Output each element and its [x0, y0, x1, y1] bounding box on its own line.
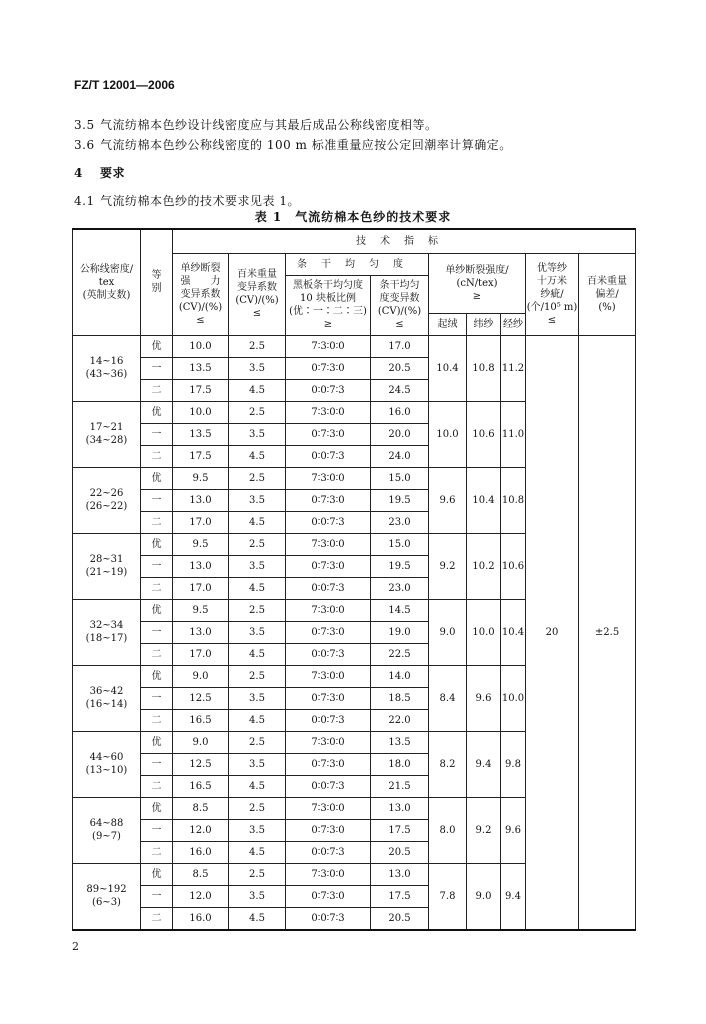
density-cell	[73, 665, 141, 731]
clause-4-1	[74, 192, 300, 209]
density-range: 22~26	[89, 488, 124, 499]
tenacity-raising-cell: 8.2	[429, 731, 467, 797]
header-weight-cv	[229, 253, 286, 335]
header-line: 黑板条干均匀度	[293, 280, 363, 291]
density-range: 89~192	[86, 884, 127, 895]
strength-cv-cell: 12.5	[173, 687, 229, 709]
header-line: ≤	[395, 319, 404, 330]
neps-cell: 20	[526, 335, 579, 930]
weight-dev-cell: ±2.5	[579, 335, 636, 930]
blackboard-ratio-cell: 0∶7∶3∶0	[286, 489, 371, 511]
density-cell	[73, 467, 141, 533]
header-line: ≥	[472, 290, 482, 302]
tenacity-raising-cell: 8.4	[429, 665, 467, 731]
header-evenness-cv	[371, 275, 429, 335]
header-evenness: 条干均匀度	[286, 253, 429, 275]
grade-cell: 一	[141, 357, 173, 379]
requirements-table	[72, 228, 636, 931]
tenacity-warp-cell: 10.0	[501, 665, 526, 731]
grade-cell: 二	[141, 775, 173, 797]
evenness-cv-cell: 23.0	[371, 577, 429, 599]
header-line: ≤	[252, 308, 262, 319]
evenness-cv-cell: 14.0	[371, 665, 429, 687]
strength-cv-cell: 17.0	[173, 511, 229, 533]
blackboard-ratio-cell: 7∶3∶0∶0	[286, 335, 371, 357]
evenness-cv-cell: 20.5	[371, 357, 429, 379]
tenacity-raising-cell: 9.2	[429, 533, 467, 599]
density-range: 28~31	[89, 554, 124, 565]
blackboard-ratio-cell: 0∶0∶7∶3	[286, 775, 371, 797]
strength-cv-cell: 16.5	[173, 775, 229, 797]
strength-cv-cell: 17.5	[173, 379, 229, 401]
grade-cell: 优	[141, 467, 173, 489]
grade-cell: 优	[141, 863, 173, 885]
weight-cv-cell: 3.5	[229, 753, 286, 775]
weight-cv-cell: 4.5	[229, 643, 286, 665]
table-row	[73, 335, 636, 357]
strength-cv-cell: 12.0	[173, 819, 229, 841]
standard-number: FZ/T 12001—2006	[74, 78, 175, 92]
weight-cv-cell: 3.5	[229, 687, 286, 709]
header-line: 度变异数	[379, 293, 420, 304]
clause-3-6	[74, 136, 512, 153]
yarn-count: (26~22)	[85, 501, 128, 512]
header-line: 百米重量	[237, 269, 277, 280]
tenacity-raising-cell: 10.4	[429, 335, 467, 401]
evenness-cv-cell: 15.0	[371, 533, 429, 555]
strength-cv-cell: 12.0	[173, 885, 229, 907]
weight-cv-cell: 4.5	[229, 577, 286, 599]
blackboard-ratio-cell: 0∶0∶7∶3	[286, 445, 371, 467]
header-weight-dev	[579, 253, 636, 335]
weight-cv-cell: 4.5	[229, 907, 286, 930]
grade-cell: 一	[141, 555, 173, 577]
density-cell	[73, 797, 141, 863]
tenacity-warp-cell: 10.8	[501, 467, 526, 533]
grade-cell: 二	[141, 841, 173, 863]
header-line: (CV)/(%)	[235, 295, 279, 306]
strength-cv-cell: 13.0	[173, 621, 229, 643]
header-line: (CV)/(%)	[178, 301, 223, 313]
blackboard-ratio-cell: 0∶0∶7∶3	[286, 907, 371, 930]
tenacity-raising-cell: 9.6	[429, 467, 467, 533]
density-range: 17~21	[89, 422, 124, 433]
grade-cell: 优	[141, 335, 173, 357]
weight-cv-cell: 2.5	[229, 797, 286, 819]
grade-cell: 二	[141, 643, 173, 665]
weight-cv-cell: 4.5	[229, 841, 286, 863]
evenness-cv-cell: 14.5	[371, 599, 429, 621]
blackboard-ratio-cell: 7∶3∶0∶0	[286, 863, 371, 885]
blackboard-ratio-cell: 0∶7∶3∶0	[286, 885, 371, 907]
weight-cv-cell: 3.5	[229, 819, 286, 841]
density-cell	[73, 401, 141, 467]
strength-cv-cell: 13.0	[173, 555, 229, 577]
evenness-cv-cell: 24.0	[371, 445, 429, 467]
grade-cell: 二	[141, 577, 173, 599]
header-tenacity-warp: 经纱	[501, 313, 526, 335]
evenness-cv-cell: 15.0	[371, 467, 429, 489]
evenness-cv-cell: 23.0	[371, 511, 429, 533]
strength-cv-cell: 16.0	[173, 841, 229, 863]
weight-cv-cell: 2.5	[229, 599, 286, 621]
tenacity-weft-cell: 10.0	[467, 599, 501, 665]
header-blackboard	[286, 275, 371, 335]
section-heading	[74, 164, 125, 181]
strength-cv-cell: 17.0	[173, 643, 229, 665]
density-range: 44~60	[89, 752, 124, 763]
header-line: 变异系数	[237, 282, 277, 293]
header-strength-cv	[173, 253, 229, 335]
blackboard-ratio-cell: 0∶7∶3∶0	[286, 687, 371, 709]
weight-cv-cell: 3.5	[229, 621, 286, 643]
strength-cv-cell: 9.5	[173, 599, 229, 621]
blackboard-ratio-cell: 0∶0∶7∶3	[286, 709, 371, 731]
header-line: 等	[151, 270, 162, 282]
strength-cv-cell: 8.5	[173, 797, 229, 819]
header-line: tex	[98, 276, 115, 288]
weight-cv-cell: 3.5	[229, 885, 286, 907]
density-cell	[73, 335, 141, 401]
strength-cv-cell: 9.0	[173, 731, 229, 753]
grade-cell: 优	[141, 401, 173, 423]
header-line: 纱疵/	[540, 288, 564, 300]
evenness-cv-cell: 13.5	[371, 731, 429, 753]
header-tenacity-raising: 起绒	[429, 313, 467, 335]
tenacity-warp-cell: 10.4	[501, 599, 526, 665]
evenness-cv-cell: 17.0	[371, 335, 429, 357]
header-line: (英制支数)	[82, 289, 131, 301]
tenacity-warp-cell: 11.0	[501, 401, 526, 467]
strength-cv-cell: 8.5	[173, 863, 229, 885]
evenness-cv-cell: 16.0	[371, 401, 429, 423]
grade-cell: 一	[141, 489, 173, 511]
evenness-cv-cell: 19.5	[371, 555, 429, 577]
yarn-count: (18~17)	[85, 633, 128, 644]
density-range: 64~88	[89, 818, 124, 829]
weight-cv-cell: 3.5	[229, 423, 286, 445]
evenness-cv-cell: 24.5	[371, 379, 429, 401]
grade-cell: 二	[141, 511, 173, 533]
grade-cell: 一	[141, 687, 173, 709]
evenness-cv-cell: 22.0	[371, 709, 429, 731]
weight-cv-cell: 4.5	[229, 709, 286, 731]
strength-cv-cell: 17.0	[173, 577, 229, 599]
weight-cv-cell: 2.5	[229, 401, 286, 423]
header-line: 公称线密度/	[79, 263, 134, 275]
evenness-cv-cell: 13.0	[371, 863, 429, 885]
evenness-cv-cell: 13.0	[371, 797, 429, 819]
evenness-cv-cell: 20.0	[371, 423, 429, 445]
header-line: (CV)/(%)	[377, 306, 422, 317]
clause-number: 3.5	[74, 118, 95, 132]
density-range: 36~42	[89, 686, 124, 697]
evenness-cv-cell: 18.0	[371, 753, 429, 775]
clause-3-5	[74, 116, 438, 133]
tenacity-warp-cell: 9.4	[501, 863, 526, 930]
weight-cv-cell: 2.5	[229, 533, 286, 555]
header-line: ≤	[547, 314, 557, 326]
blackboard-ratio-cell: 7∶3∶0∶0	[286, 533, 371, 555]
weight-cv-cell: 2.5	[229, 863, 286, 885]
clause-number: 4.1	[74, 194, 95, 208]
blackboard-ratio-cell: 7∶3∶0∶0	[286, 599, 371, 621]
grade-cell: 一	[141, 621, 173, 643]
blackboard-ratio-cell: 7∶3∶0∶0	[286, 401, 371, 423]
weight-cv-cell: 2.5	[229, 335, 286, 357]
evenness-cv-cell: 21.5	[371, 775, 429, 797]
tenacity-raising-cell: 7.8	[429, 863, 467, 930]
header-line: ≥	[323, 319, 333, 330]
yarn-count: (9~7)	[92, 831, 121, 842]
tenacity-warp-cell: 10.6	[501, 533, 526, 599]
grade-cell: 优	[141, 533, 173, 555]
strength-cv-cell: 10.0	[173, 335, 229, 357]
yarn-count: (6~3)	[92, 897, 121, 908]
clause-text: 气流纺棉本色纱设计线密度应与其最后成品公称线密度相等。	[100, 118, 438, 132]
header-line: (个/10⁵ m)	[526, 301, 578, 313]
header-density	[73, 229, 141, 335]
blackboard-ratio-cell: 7∶3∶0∶0	[286, 797, 371, 819]
evenness-cv-cell: 17.5	[371, 885, 429, 907]
evenness-cv-cell: 20.5	[371, 841, 429, 863]
header-line: 偏差/	[595, 288, 619, 300]
tenacity-weft-cell: 10.4	[467, 467, 501, 533]
tenacity-weft-cell: 10.6	[467, 401, 501, 467]
header-line: 变异系数	[180, 288, 221, 300]
evenness-cv-cell: 20.5	[371, 907, 429, 930]
tenacity-weft-cell: 10.2	[467, 533, 501, 599]
density-cell	[73, 863, 141, 930]
header-line: 条干均匀	[379, 280, 420, 291]
evenness-cv-cell: 18.5	[371, 687, 429, 709]
grade-cell: 一	[141, 753, 173, 775]
grade-cell: 一	[141, 885, 173, 907]
tenacity-weft-cell: 9.6	[467, 665, 501, 731]
blackboard-ratio-cell: 0∶7∶3∶0	[286, 753, 371, 775]
header-line: 单纱断裂强度/	[445, 264, 509, 276]
grade-cell: 二	[141, 445, 173, 467]
clause-text: 气流纺棉本色纱公称线密度的 100 m 标准重量应按公定回潮率计算确定。	[100, 138, 512, 152]
strength-cv-cell: 9.5	[173, 533, 229, 555]
header-tenacity	[429, 253, 526, 313]
blackboard-ratio-cell: 0∶7∶3∶0	[286, 423, 371, 445]
blackboard-ratio-cell: 7∶3∶0∶0	[286, 731, 371, 753]
tenacity-raising-cell: 10.0	[429, 401, 467, 467]
header-tech: 技术指标	[173, 229, 636, 253]
blackboard-ratio-cell: 0∶7∶3∶0	[286, 621, 371, 643]
header-line: 优等纱	[537, 262, 567, 274]
yarn-count: (13~10)	[85, 765, 128, 776]
density-range: 14~16	[89, 356, 124, 367]
blackboard-ratio-cell: 0∶7∶3∶0	[286, 555, 371, 577]
blackboard-ratio-cell: 0∶0∶7∶3	[286, 379, 371, 401]
table-header	[73, 229, 636, 335]
strength-cv-cell: 13.0	[173, 489, 229, 511]
tenacity-warp-cell: 11.2	[501, 335, 526, 401]
strength-cv-cell: 17.5	[173, 445, 229, 467]
header-line: 10 块板比例	[300, 293, 356, 304]
grade-cell: 一	[141, 423, 173, 445]
header-line: (优∶一∶二∶三)	[289, 306, 367, 317]
weight-cv-cell: 2.5	[229, 731, 286, 753]
header-line: (cN/tex)	[456, 277, 498, 289]
weight-cv-cell: 3.5	[229, 357, 286, 379]
weight-cv-cell: 3.5	[229, 555, 286, 577]
tenacity-weft-cell: 9.0	[467, 863, 501, 930]
yarn-count: (34~28)	[85, 435, 128, 446]
tenacity-weft-cell: 9.2	[467, 797, 501, 863]
table-body	[73, 335, 636, 930]
tenacity-warp-cell: 9.6	[501, 797, 526, 863]
density-cell	[73, 599, 141, 665]
table-title: 表 1 气流纺棉本色纱的技术要求	[254, 210, 452, 224]
evenness-cv-cell: 22.5	[371, 643, 429, 665]
header-line: 百米重量	[587, 275, 628, 287]
strength-cv-cell: 10.0	[173, 401, 229, 423]
strength-cv-cell: 9.0	[173, 665, 229, 687]
header-grade	[141, 229, 173, 335]
blackboard-ratio-cell: 0∶0∶7∶3	[286, 511, 371, 533]
header-line: 强 力	[180, 275, 221, 287]
grade-cell: 二	[141, 379, 173, 401]
blackboard-ratio-cell: 7∶3∶0∶0	[286, 665, 371, 687]
weight-cv-cell: 4.5	[229, 379, 286, 401]
clause-text: 气流纺棉本色纱的技术要求见表 1。	[100, 194, 300, 208]
section-title: 要求	[100, 166, 126, 180]
yarn-count: (16~14)	[85, 699, 128, 710]
strength-cv-cell: 16.0	[173, 907, 229, 930]
blackboard-ratio-cell: 7∶3∶0∶0	[286, 467, 371, 489]
tenacity-weft-cell: 9.4	[467, 731, 501, 797]
header-tenacity-weft: 纬纱	[467, 313, 501, 335]
weight-cv-cell: 4.5	[229, 445, 286, 467]
density-range: 32~34	[89, 620, 124, 631]
header-line: 十万米	[537, 275, 567, 287]
weight-cv-cell: 4.5	[229, 775, 286, 797]
clause-number: 3.6	[74, 138, 95, 152]
tenacity-warp-cell: 9.8	[501, 731, 526, 797]
weight-cv-cell: 2.5	[229, 467, 286, 489]
strength-cv-cell: 13.5	[173, 357, 229, 379]
section-number: 4	[74, 166, 83, 180]
blackboard-ratio-cell: 0∶0∶7∶3	[286, 643, 371, 665]
header-line: (%)	[598, 301, 616, 313]
grade-cell: 一	[141, 819, 173, 841]
grade-cell: 二	[141, 907, 173, 930]
header-line: 别	[151, 283, 162, 295]
strength-cv-cell: 12.5	[173, 753, 229, 775]
blackboard-ratio-cell: 0∶7∶3∶0	[286, 357, 371, 379]
weight-cv-cell: 3.5	[229, 489, 286, 511]
header-line: 单纱断裂	[180, 262, 221, 274]
density-cell	[73, 533, 141, 599]
header-line: ≤	[196, 314, 205, 326]
weight-cv-cell: 2.5	[229, 665, 286, 687]
tenacity-raising-cell: 9.0	[429, 599, 467, 665]
page-number: 2	[72, 940, 79, 953]
yarn-count: (21~19)	[85, 567, 128, 578]
density-cell	[73, 731, 141, 797]
tenacity-raising-cell: 8.0	[429, 797, 467, 863]
strength-cv-cell: 13.5	[173, 423, 229, 445]
strength-cv-cell: 16.5	[173, 709, 229, 731]
grade-cell: 优	[141, 665, 173, 687]
evenness-cv-cell: 19.5	[371, 489, 429, 511]
grade-cell: 优	[141, 731, 173, 753]
blackboard-ratio-cell: 0∶0∶7∶3	[286, 577, 371, 599]
blackboard-ratio-cell: 0∶0∶7∶3	[286, 841, 371, 863]
weight-cv-cell: 4.5	[229, 511, 286, 533]
blackboard-ratio-cell: 0∶7∶3∶0	[286, 819, 371, 841]
strength-cv-cell: 9.5	[173, 467, 229, 489]
evenness-cv-cell: 19.0	[371, 621, 429, 643]
grade-cell: 二	[141, 709, 173, 731]
evenness-cv-cell: 17.5	[371, 819, 429, 841]
tenacity-weft-cell: 10.8	[467, 335, 501, 401]
grade-cell: 优	[141, 599, 173, 621]
grade-cell: 优	[141, 797, 173, 819]
header-neps	[526, 253, 579, 335]
yarn-count: (43~36)	[85, 369, 128, 380]
